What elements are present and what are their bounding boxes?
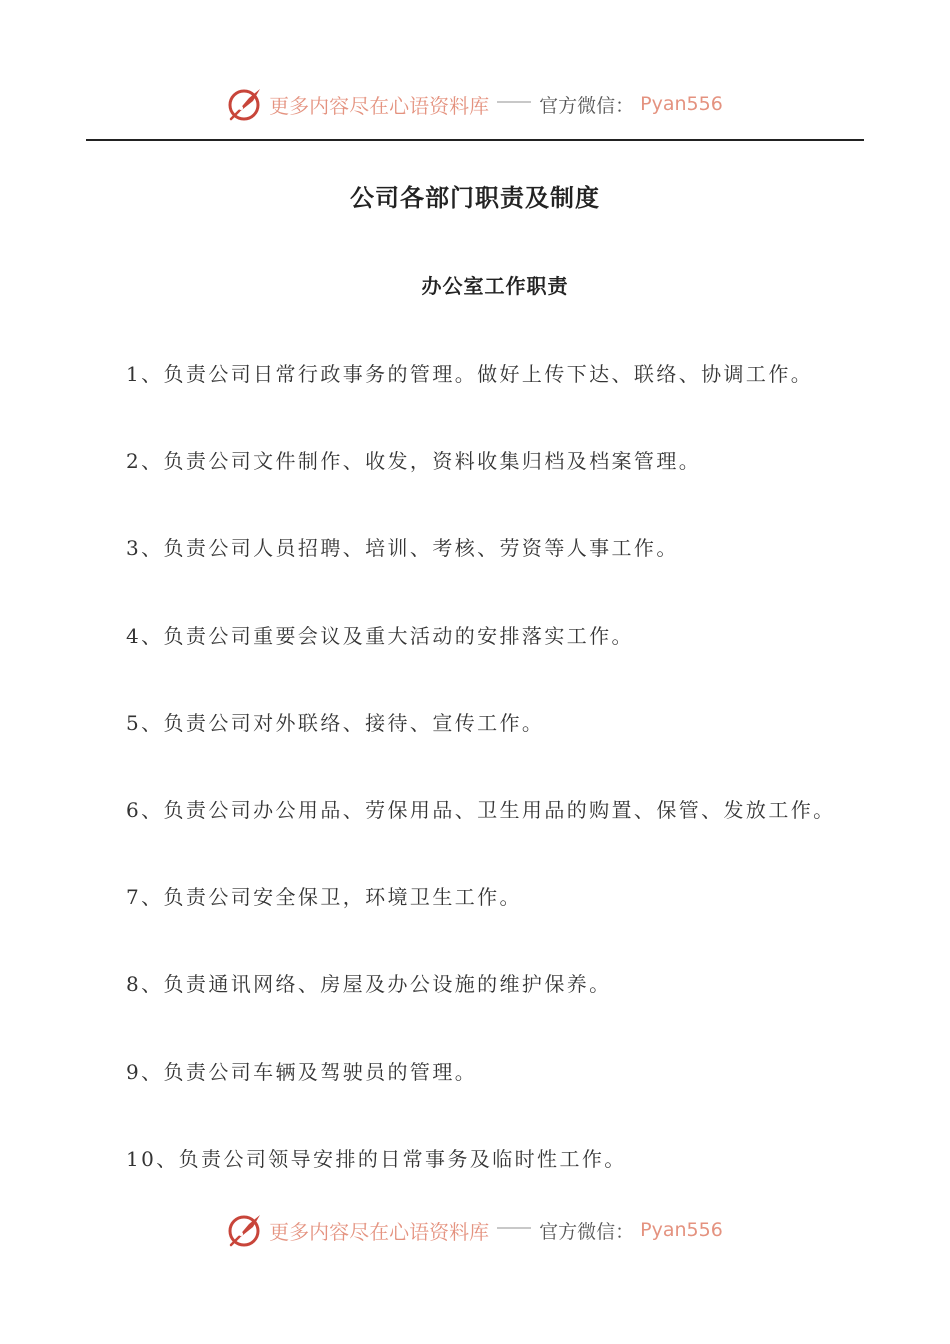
banner-dash [497, 1227, 531, 1229]
list-item: 8、负责通讯网络、房屋及办公设施的维护保养。 [126, 972, 612, 997]
list-item: 7、负责公司安全保卫，环境卫生工作。 [126, 885, 522, 910]
list-item: 3、负责公司人员招聘、培训、考核、劳资等人事工作。 [126, 536, 679, 561]
banner-official-label: 官方微信： [539, 1220, 635, 1243]
banner-content [227, 86, 723, 122]
banner-slogan: 更多内容尽在心语资料库 [269, 93, 490, 118]
list-item: 4、负责公司重要会议及重大活动的安排落实工作。 [126, 623, 634, 648]
quill-pen-logo-icon [227, 86, 263, 122]
list-item: 6、负责公司办公用品、劳保用品、卫生用品的购置、保管、发放工作。 [126, 797, 836, 822]
list-item: 10、负责公司领导安排的日常事务及临时性工作。 [126, 1146, 627, 1171]
quill-pen-logo-icon [227, 1212, 263, 1248]
list-item: 1、负责公司日常行政事务的管理。做好上传下达、联络、协调工作。 [126, 362, 814, 386]
banner-slogan: 更多内容尽在心语资料库 [269, 1219, 490, 1244]
banner-wechat-id: Pyan556 [640, 1219, 723, 1241]
list-item: 2、负责公司文件制作、收发，资料收集归档及档案管理。 [126, 449, 702, 474]
responsibility-list [126, 360, 846, 1232]
list-item: 9、负责公司车辆及驾驶员的管理。 [126, 1059, 478, 1084]
section-title: 办公室工作职责 [421, 274, 569, 298]
banner-official-label: 官方微信： [539, 94, 635, 117]
header-banner [0, 84, 950, 124]
header-divider [86, 139, 864, 141]
banner-dash [497, 101, 531, 103]
banner-content [227, 1212, 723, 1248]
document-title: 公司各部门职责及制度 [350, 183, 600, 212]
list-item: 5、负责公司对外联络、接待、宣传工作。 [126, 710, 545, 735]
footer-banner [0, 1210, 950, 1250]
banner-wechat-id: Pyan556 [640, 93, 723, 115]
